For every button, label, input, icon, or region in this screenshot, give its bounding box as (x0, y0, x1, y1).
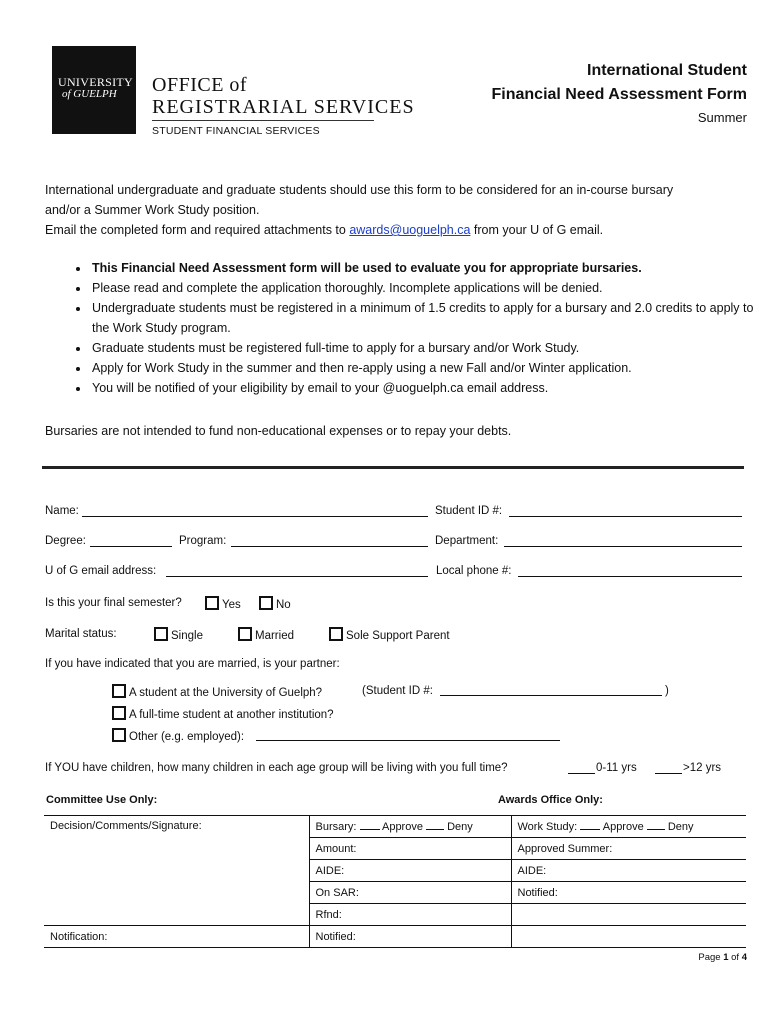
department-name: STUDENT FINANCIAL SERVICES (152, 125, 320, 137)
instruction-list (45, 258, 770, 398)
checkbox-icon[interactable] (112, 706, 126, 720)
ws-deny-blank[interactable] (647, 829, 665, 830)
approve-label: Approve (602, 820, 644, 833)
decision-cell: Decision/Comments/Signature: (44, 816, 309, 926)
on-sar-cell: On SAR: (309, 882, 511, 904)
partner-other-institution-label: A full-time student at another institution? (129, 709, 334, 721)
approve-label: Approve (381, 820, 423, 833)
notified2-cell: Notified: (511, 882, 746, 904)
checkbox-icon[interactable] (112, 728, 126, 742)
student-id-label: Student ID #: (435, 505, 503, 517)
page-current: 1 (723, 952, 729, 963)
table-row (44, 926, 746, 948)
email-label: U of G email address: (45, 565, 157, 577)
checkbox-icon[interactable] (205, 596, 219, 610)
list-item: • You will be notified of your eligibility by email to your @uoguelph.ca email address. (90, 378, 770, 398)
degree-label: Degree: (45, 535, 86, 547)
sole-support-label: Sole Support Parent (346, 630, 450, 642)
deny-label: Deny (667, 820, 694, 833)
program-label: Program: (179, 535, 227, 547)
page-of: of (731, 952, 740, 963)
checkbox-icon[interactable] (238, 627, 252, 641)
rfnd-cell: Rfnd: (309, 904, 511, 926)
list-item: • Apply for Work Study in the summer and then re-apply using a new Fall and/or Winter application. (90, 358, 770, 378)
office-name-line1: OFFICE of (152, 74, 248, 96)
notified-cell: Notified: (309, 926, 511, 948)
checkbox-icon[interactable] (259, 596, 273, 610)
form-title-line2: Financial Need Assessment Form (491, 86, 747, 103)
email-field[interactable] (166, 576, 428, 577)
department-field[interactable] (504, 546, 742, 547)
intro-text (45, 180, 685, 240)
no-label: No (276, 599, 291, 611)
awards-email-link[interactable]: awards@uoguelph.ca (349, 223, 471, 237)
work-study-cell (511, 816, 746, 838)
partner-other-field[interactable] (256, 740, 560, 741)
table-row (44, 816, 746, 838)
children-12-plus-field[interactable] (655, 773, 682, 774)
awards-office-heading: Awards Office Only: (498, 794, 603, 806)
logo-line2: of GUELPH (62, 88, 117, 100)
intro-p2-after: from your U of G email. (470, 223, 604, 237)
aide2-cell: AIDE: (511, 860, 746, 882)
bursary-approve-blank[interactable] (360, 829, 380, 830)
yes-label: Yes (222, 599, 241, 611)
office-name-line2: REGISTRARIAL SERVICES (152, 96, 415, 118)
section-divider (42, 466, 744, 469)
list-item: • Graduate students must be registered full-time to apply for a bursary and/or Work Study. (90, 338, 770, 358)
approved-summer-cell: Approved Summer: (511, 838, 746, 860)
partner-option-guelph[interactable] (112, 684, 322, 699)
partner-id-label: (Student ID #: (362, 685, 433, 697)
partner-guelph-label: A student at the University of Guelph? (129, 687, 323, 699)
children-question: If YOU have children, how many children in each age group will be living with you full time? (45, 762, 508, 774)
committee-use-heading: Committee Use Only: (46, 794, 158, 806)
partner-option-other[interactable] (112, 728, 244, 743)
notification-cell: Notification: (44, 926, 309, 948)
single-label: Single (171, 630, 203, 642)
name-label: Name: (45, 505, 79, 517)
final-semester-no[interactable] (259, 596, 291, 611)
empty-cell (511, 926, 746, 948)
deny-label: Deny (447, 820, 473, 833)
degree-field[interactable] (90, 546, 172, 547)
intro-p1: International undergraduate and graduate students should use this form to be considered for an in-course bursary and/or a Summer Work Study position. (45, 183, 674, 217)
bursary-deny-blank[interactable] (426, 829, 444, 830)
partner-id-close: ) (665, 685, 669, 697)
final-semester-yes[interactable] (205, 596, 241, 611)
form-title-line1: International Student (587, 62, 747, 79)
partner-question: If you have indicated that you are married, is your partner: (45, 658, 340, 670)
partner-id-field[interactable] (440, 695, 662, 696)
bursary-note: Bursaries are not intended to fund non-educational expenses or to repay your debts. (45, 424, 512, 438)
aide-cell: AIDE: (309, 860, 511, 882)
department-label: Department: (435, 535, 499, 547)
logo-line1: UNIVERSITY (58, 75, 133, 89)
children-0-11-field[interactable] (568, 773, 595, 774)
form-term: Summer (697, 110, 747, 125)
intro-p2 (45, 220, 685, 240)
checkbox-icon[interactable] (112, 684, 126, 698)
program-field[interactable] (231, 546, 428, 547)
age-group-12-plus: >12 yrs (683, 762, 722, 774)
page-label: Page (698, 952, 721, 963)
page-number (698, 952, 747, 963)
list-item: • This Financial Need Assessment form will be used to evaluate you for appropriate bursaries. (90, 258, 770, 278)
list-item: • Please read and complete the application thoroughly. Incomplete applications will be denied. (90, 278, 770, 298)
page-total: 4 (741, 952, 747, 963)
partner-option-other-institution[interactable] (112, 706, 334, 721)
marital-married[interactable] (238, 627, 294, 642)
work-study-label: Work Study: (517, 820, 578, 833)
office-use-table (44, 815, 746, 948)
office-divider (152, 120, 374, 121)
checkbox-icon[interactable] (329, 627, 343, 641)
empty-cell (511, 904, 746, 926)
bursary-cell (309, 816, 511, 838)
amount-cell: Amount: (309, 838, 511, 860)
intro-p2-before: Email the completed form and required attachments to (45, 223, 350, 237)
final-semester-question: Is this your final semester? (45, 597, 182, 609)
partner-other-label: Other (e.g. employed): (129, 731, 245, 743)
checkbox-icon[interactable] (154, 627, 168, 641)
marital-status-label: Marital status: (45, 628, 117, 640)
ws-approve-blank[interactable] (580, 829, 600, 830)
student-id-field[interactable] (509, 516, 742, 517)
university-logo (52, 46, 136, 134)
married-label: Married (255, 630, 294, 642)
marital-single[interactable] (154, 627, 203, 642)
phone-field[interactable] (518, 576, 742, 577)
marital-sole-support[interactable] (329, 627, 450, 642)
bursary-label: Bursary: (315, 820, 357, 833)
age-group-0-11: 0-11 yrs (596, 762, 637, 774)
phone-label: Local phone #: (436, 565, 512, 577)
list-item: • Undergraduate students must be registered in a minimum of 1.5 credits to apply for a bursary and 2.0 credits to apply to the Work Study program. (90, 298, 770, 338)
name-field[interactable] (82, 516, 428, 517)
